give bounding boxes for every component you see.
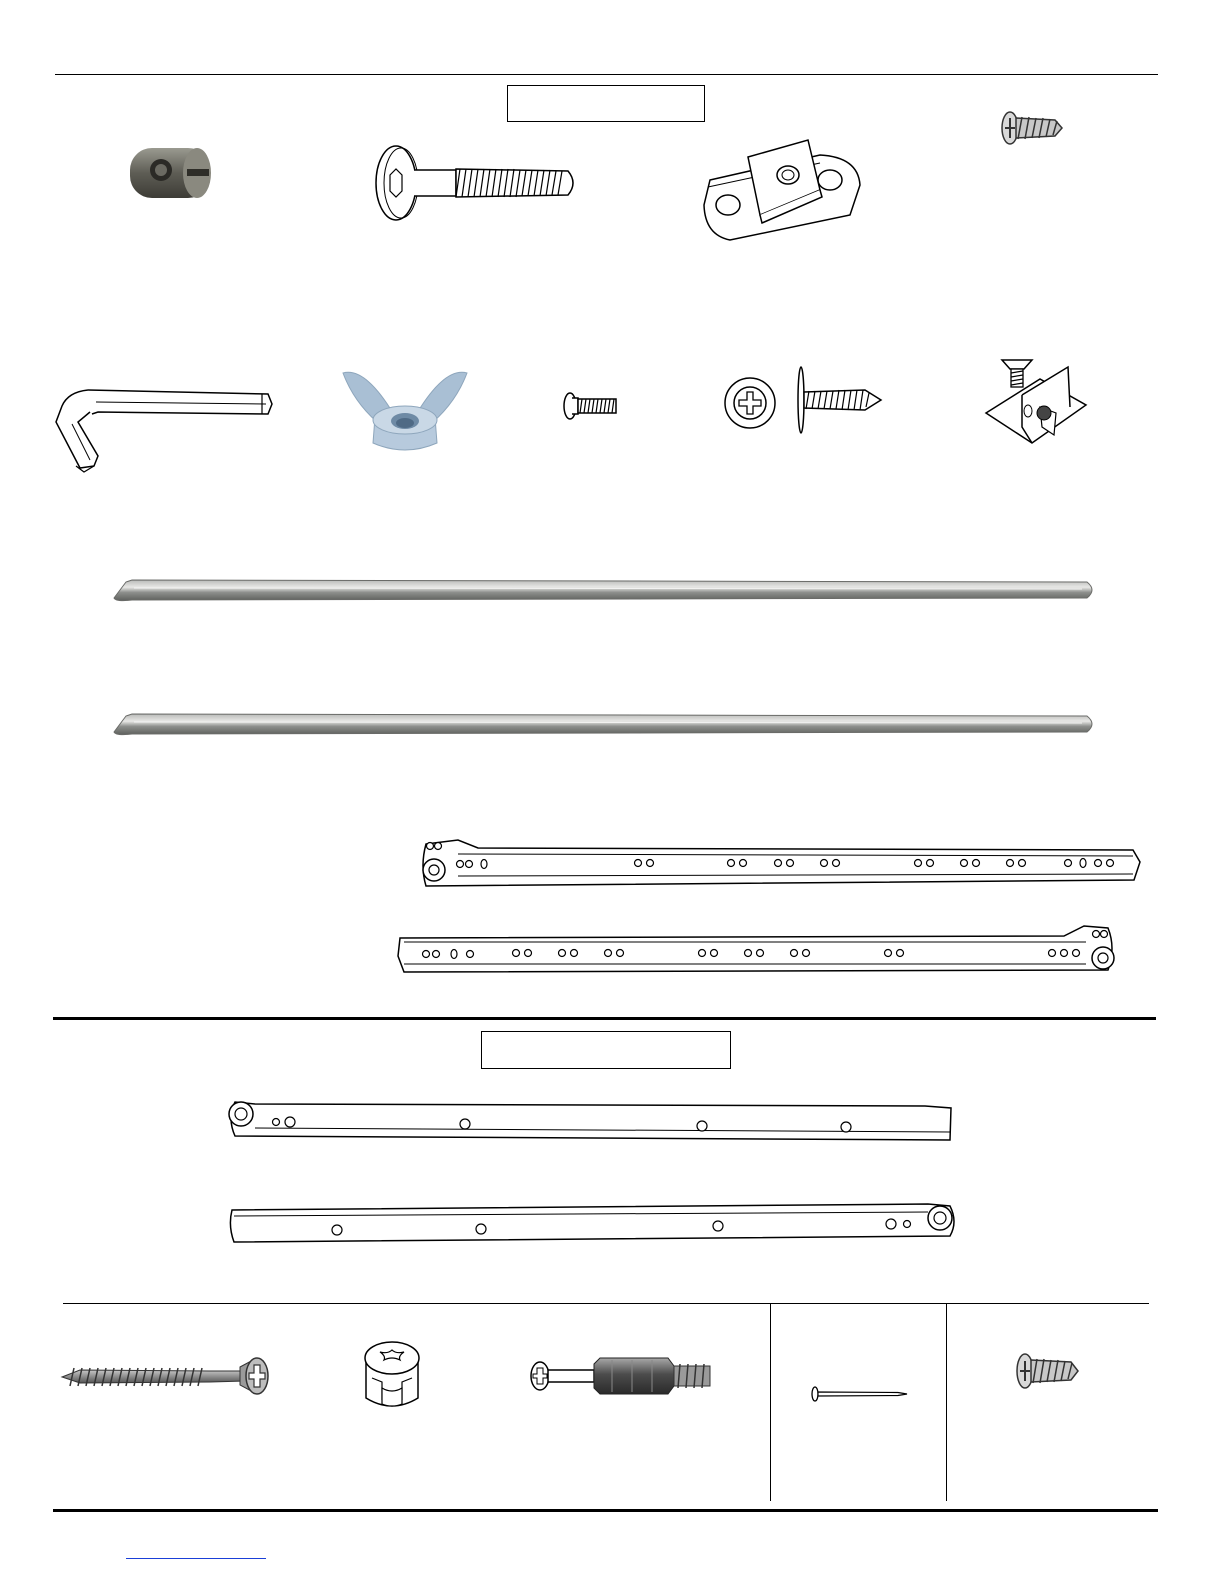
middle-rule [53, 1017, 1156, 1020]
metal-rod-1-icon [112, 576, 1097, 604]
bottom-rule [53, 1509, 1158, 1512]
short-screw-icon [1015, 1350, 1081, 1392]
cam-lock-icon [358, 1338, 426, 1416]
connector-bolt-icon [370, 143, 580, 223]
wing-nut-icon [335, 365, 475, 457]
drawer-slide-drawer-right-icon [228, 1200, 960, 1246]
bottom-table-divider-1 [770, 1303, 771, 1501]
mounting-bracket-icon [700, 135, 865, 243]
allen-wrench-icon [50, 378, 278, 476]
washer-screw-head-icon [722, 375, 778, 431]
drawer-slide-cabinet-left-icon [418, 832, 1143, 892]
nail-icon [810, 1384, 910, 1404]
section-label-middle [481, 1031, 731, 1069]
cam-bolt-icon [528, 1350, 716, 1402]
cam-lock-nut-icon [125, 140, 220, 205]
wafer-screw-icon [795, 365, 883, 435]
machine-screw-icon [562, 390, 620, 422]
corner-connector-icon [982, 355, 1092, 450]
small-screw-icon [1000, 108, 1065, 148]
bottom-table-divider-2 [946, 1303, 947, 1501]
section-label-top [507, 85, 705, 122]
top-rule [55, 74, 1158, 75]
long-wood-screw-icon [60, 1355, 272, 1397]
footer-link[interactable] [126, 1540, 266, 1559]
drawer-slide-cabinet-right-icon [396, 920, 1121, 980]
drawer-slide-drawer-left-icon [225, 1098, 957, 1144]
bottom-table-top-rule [63, 1303, 1149, 1304]
metal-rod-2-icon [112, 710, 1097, 738]
